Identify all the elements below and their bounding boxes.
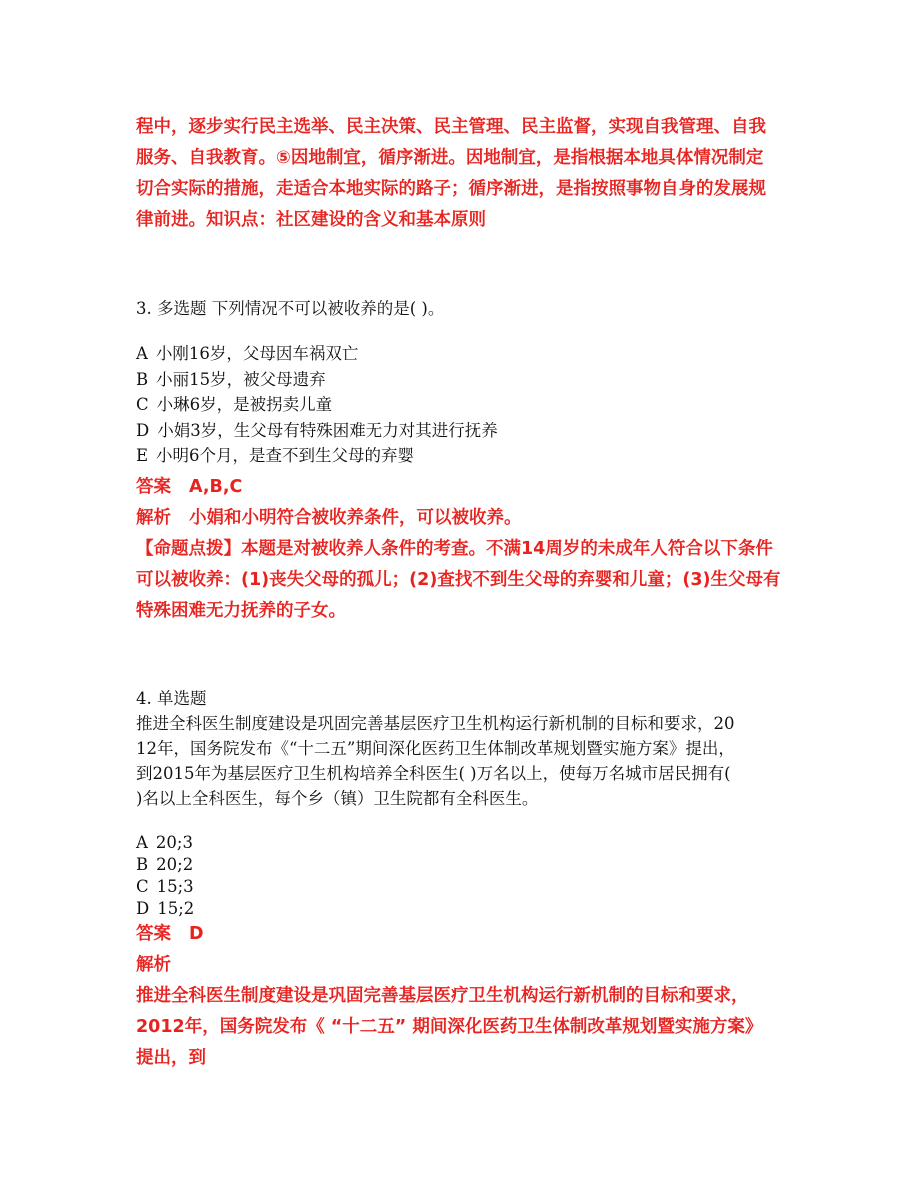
option-label: C [136,395,149,414]
option-text: 20;3 [155,833,193,852]
q3-analysis [136,503,786,534]
q4-stem-line: 12年，国务院发布《“十二五”期间深化医药卫生体制改革规划暨实施方案》提出， [136,739,735,758]
q4-option-d [136,898,786,920]
option-text: 小刚16岁，父母因车祸双亡 [155,344,359,363]
answer-label: 答案 [136,477,171,497]
prev-explanation-line: 切合实际的措施，走适合本地实际的路子；循序渐进，是指按照事物自身的发展规 [136,179,766,199]
option-text: 小琳6岁，是被拐卖儿童 [156,395,333,414]
option-label: E [136,446,149,465]
q3-option-d [136,418,786,444]
q3-option-e [136,443,786,469]
q3-tip-line: 特殊困难无力抚养的子女。 [136,601,346,621]
q4-option-b [136,854,786,876]
q4-header: 4. 单选题 [136,689,207,708]
answer-value: D [189,924,204,944]
q4-answer-and-analysis [136,919,786,1074]
q4-analysis-line: 提出，到 [136,1048,206,1068]
prev-explanation-line: 律前进。知识点：社区建设的含义和基本原则 [136,210,486,230]
option-text: 小娟3岁，生父母有特殊困难无力对其进行抚养 [157,420,498,440]
option-label: A [136,344,148,363]
prev-explanation-line: 程中，逐步实行民主选举、民主决策、民主管理、民主监督，实现自我管理、自我 [136,117,766,137]
q3-tip-line: 可以被收养：(1)丧失父母的孤儿；(2)查找不到生父母的弃婴和儿童；(3)生父母有 [136,570,781,590]
q4-options [136,832,786,920]
q3-options [136,341,786,469]
option-text: 15;2 [157,899,195,918]
option-label: B [136,855,149,874]
q4-option-a [136,832,786,854]
option-label: A [136,833,148,852]
q3-answer [136,472,786,503]
q4-option-c [136,876,786,898]
q3-option-a [136,341,786,367]
answer-value: A,B,C [189,477,243,497]
option-text: 小丽15岁，被父母遗弃 [156,369,326,389]
q4-analysis-label: 解析 [136,955,171,975]
option-text: 20;2 [156,855,194,874]
option-label: C [136,877,149,896]
q3-answer-and-analysis [136,472,786,627]
q4-analysis-line: 2012年，国务院发布《 “十二五” 期间深化医药卫生体制改革规划暨实施方案》 [136,1017,763,1037]
option-label: B [136,369,149,389]
q4-stem-line: 推进全科医生制度建设是巩固完善基层医疗卫生机构运行新机制的目标和要求，20 [136,714,735,733]
prev-explanation-line: 服务、自我教育。⑤因地制宜，循序渐进。因地制宜，是指根据本地具体情况制定 [136,148,764,168]
q3-option-c [136,392,786,418]
analysis-text: 小娟和小明符合被收养条件，可以被收养。 [189,508,522,528]
q3-option-b [136,367,786,393]
analysis-label: 解析 [136,508,171,528]
option-text: 15;3 [156,877,194,896]
q4-stem-line: )名以上全科医生，每个乡（镇）卫生院都有全科医生。 [136,789,539,808]
q4-analysis-line: 推进全科医生制度建设是巩固完善基层医疗卫生机构运行新机制的目标和要求， [136,986,749,1006]
answer-label: 答案 [136,924,171,944]
q3-header: 3. 多选题 下列情况不可以被收养的是( )。 [136,299,445,318]
option-label: D [136,899,150,918]
option-label: D [136,420,150,440]
prev-explanation [136,112,786,236]
q3-tip-line: 【命题点拨】本题是对被收养人条件的考查。不满14周岁的未成年人符合以下条件 [136,539,773,559]
q4-stem-line: 到2015年为基层医疗卫生机构培养全科医生( )万名以上，使每万名城市居民拥有( [136,764,731,783]
q4-answer [136,919,786,950]
option-text: 小明6个月，是查不到生父母的弃婴 [156,446,415,465]
q4-block [136,686,786,811]
